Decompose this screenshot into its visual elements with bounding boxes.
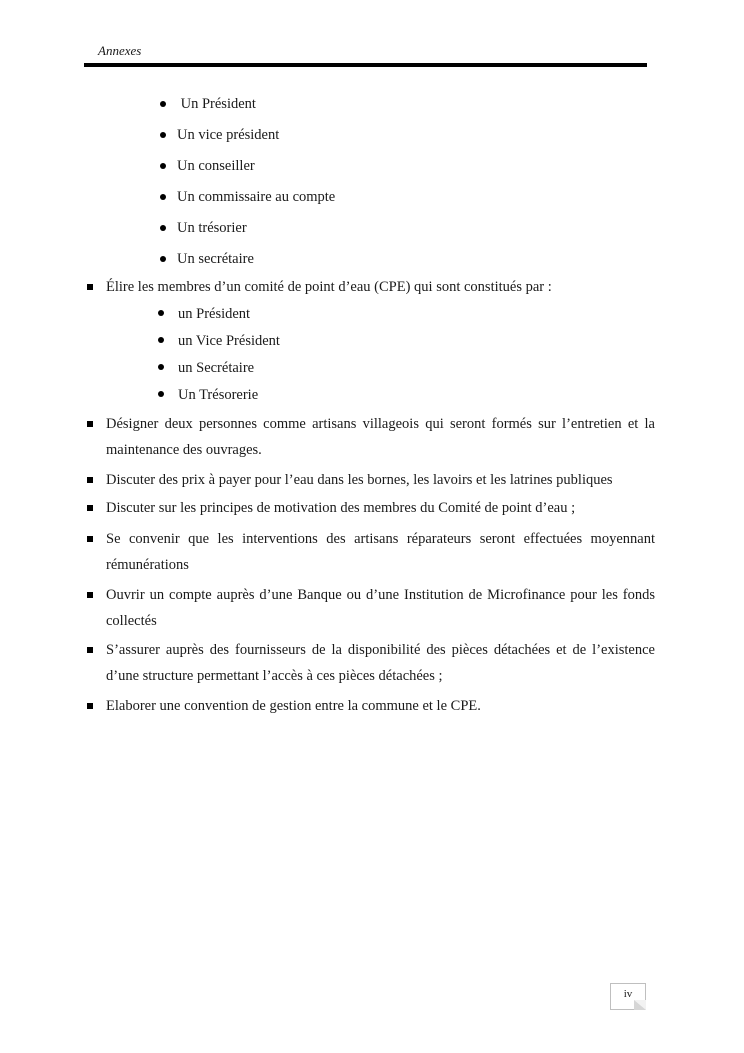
list-item: un Vice Président <box>178 332 280 350</box>
bullet-dot-icon <box>160 101 166 107</box>
bullet-square-icon <box>87 536 93 542</box>
list-item: Désigner deux personnes comme artisans villageois qui seront formés sur l’entretien et la maintenance des ouvrages. <box>106 411 655 463</box>
bullet-dot-icon <box>160 256 166 262</box>
list-item: Un trésorier <box>177 219 247 237</box>
bullet-dot-icon <box>160 225 166 231</box>
header-rule <box>84 63 647 67</box>
list-item: Ouvrir un compte auprès d’une Banque ou d’une Institution de Microfinance pour les fonds collectés <box>106 582 655 634</box>
bullet-square-icon <box>87 647 93 653</box>
bullet-dot-icon <box>160 194 166 200</box>
list-item: Discuter des prix à payer pour l’eau dans les bornes, les lavoirs et les latrines publiques <box>106 467 655 493</box>
bullet-square-icon <box>87 703 93 709</box>
list-item: Un Trésorerie <box>178 386 258 404</box>
page-curl-icon <box>634 1000 646 1010</box>
list-item: Un secrétaire <box>177 250 254 268</box>
bullet-square-icon <box>87 421 93 427</box>
bullet-square-icon <box>87 284 93 290</box>
bullet-square-icon <box>87 477 93 483</box>
bullet-dot-icon <box>160 132 166 138</box>
bullet-dot-icon <box>158 391 164 397</box>
bullet-dot-icon <box>158 310 164 316</box>
list-item: Se convenir que les interventions des artisans réparateurs seront effectuées moyennant rémunérations <box>106 526 655 578</box>
running-header: Annexes <box>98 43 142 58</box>
list-item-cpe: Élire les membres d’un comité de point d’eau (CPE) qui sont constitués par : <box>106 274 655 300</box>
bullet-dot-icon <box>158 337 164 343</box>
list-item: Un conseiller <box>177 157 255 175</box>
bullet-dot-icon <box>160 163 166 169</box>
list-item: S’assurer auprès des fournisseurs de la disponibilité des pièces détachées et de l’existence d’une structure permettant l’accès à ces pièces détachées ; <box>106 637 655 689</box>
list-item: un Secrétaire <box>178 359 254 377</box>
list-item: Un vice président <box>177 126 279 144</box>
list-item: Discuter sur les principes de motivation des membres du Comité de point d’eau ; <box>106 495 655 521</box>
list-item: un Président <box>178 305 250 323</box>
list-item: Un Président <box>177 95 256 113</box>
list-item: Un commissaire au compte <box>177 188 335 206</box>
bullet-square-icon <box>87 505 93 511</box>
page-number-badge <box>610 983 646 1010</box>
bullet-square-icon <box>87 592 93 598</box>
list-item: Elaborer une convention de gestion entre la commune et le CPE. <box>106 693 655 719</box>
page-number: iv <box>623 988 633 1000</box>
bullet-dot-icon <box>158 364 164 370</box>
